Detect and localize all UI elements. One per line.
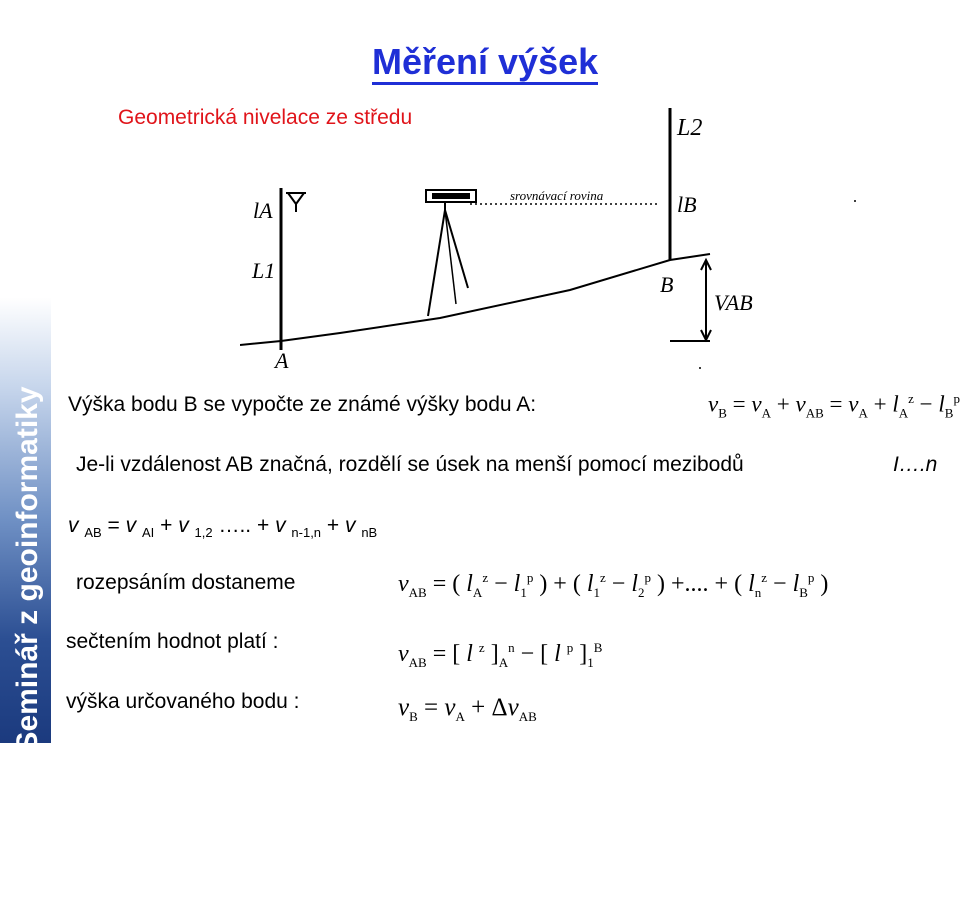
label-lb: lB xyxy=(677,192,697,217)
text-line-1: Výška bodu B se vypočte ze známé výšky bodu A: xyxy=(68,393,537,416)
label-point-a: A xyxy=(275,348,289,370)
text-line-2-tail: I….n xyxy=(893,453,938,476)
label-la: lA xyxy=(253,198,273,223)
text-line-4: rozepsáním dostaneme xyxy=(76,571,296,594)
formula-expanded: $v_{AB}$ = ( $l_A^z - l_1^p$ ) + ( $l_1^z - l_2^p$ ) +.... + ( $l_n^z - l_B^p$ ) xyxy=(398,570,829,600)
label-l2: L2 xyxy=(677,115,703,141)
page-title: Měření výšek xyxy=(372,42,598,85)
label-point-b: B xyxy=(660,272,674,297)
formula-sum: v $_{AB}$ = v $_{AI}$ + v $_{1,2}$ ….. + v $_{n-1,n}$ + v $_{nB}$ xyxy=(68,514,378,541)
label-reference-plane: srovnávací rovina xyxy=(510,188,604,203)
formula-result: $v_B = v_A + \Delta v_{AB}$ xyxy=(398,694,537,724)
text-line-6: výška určovaného bodu : xyxy=(66,690,300,713)
formula-summed: $v_{AB}$ = [ l $^z$ ]$_A^n$ − [ l $^p$ ]$_1^B$ xyxy=(398,640,603,670)
sidebar-title: Seminář z geoinformatiky xyxy=(11,386,44,752)
formula-vb: $v_B = v_A + v_{AB} = v_A + l_A^z - l_B^p$ xyxy=(708,391,960,421)
label-vab: VAB xyxy=(714,290,753,315)
leveling-diagram xyxy=(240,100,880,370)
terrain-line xyxy=(240,254,710,345)
text-line-2: Je-li vzdálenost AB značná, rozdělí se úsek na menší pomocí mezibodů xyxy=(76,453,744,476)
text-line-5: sečtením hodnot platí : xyxy=(66,630,279,653)
sidebar-banner xyxy=(0,0,51,752)
water-level-mark xyxy=(288,193,304,204)
page-subtitle: Geometrická nivelace ze středu xyxy=(118,106,413,129)
label-l1: L1 xyxy=(252,258,276,283)
